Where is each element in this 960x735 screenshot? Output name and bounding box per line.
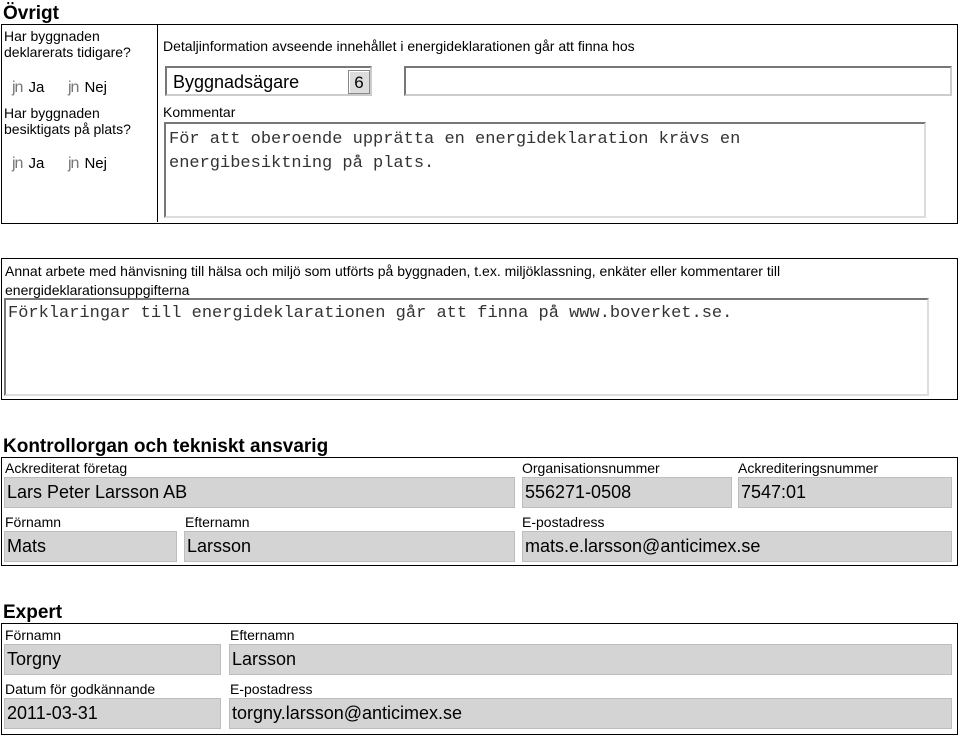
radio-icon: jn <box>68 79 79 96</box>
expert-heading: Expert <box>3 602 63 623</box>
q1-yes-radio[interactable]: jn Ja <box>12 79 45 96</box>
radio-icon: jn <box>68 155 79 172</box>
detail-select[interactable] <box>165 66 372 96</box>
detail-select-value: Byggnadsägare <box>173 72 300 92</box>
ackr-field[interactable]: 7547:01 <box>737 476 953 509</box>
divider <box>157 24 158 222</box>
expert-fornamn-label: Förnamn <box>5 627 62 643</box>
expert-email-field[interactable]: torgny.larsson@anticimex.se <box>228 697 953 730</box>
expert-fornamn-field[interactable]: Torgny <box>3 643 222 676</box>
q1-no-radio[interactable]: jn Nej <box>68 79 107 96</box>
comment-label: Kommentar <box>163 104 236 120</box>
efternamn-field[interactable]: Larsson <box>183 530 516 563</box>
company-field[interactable]: Lars Peter Larsson AB <box>3 476 516 509</box>
annat-label: Annat arbete med hänvisning till hälsa och miljö som utförts på byggnaden, t.ex. miljöklassning, enkäter eller kommentarer till energideklarationsuppgifterna <box>5 263 781 298</box>
dropdown-button[interactable]: 6 <box>348 70 370 94</box>
fornamn-label: Förnamn <box>5 514 62 530</box>
company-label: Ackrediterat företag <box>5 460 128 476</box>
ackr-label: Ackrediteringsnummer <box>738 460 879 476</box>
q2-label: Har byggnaden besiktigats på plats? <box>4 105 131 137</box>
datum-label: Datum för godkännande <box>5 681 156 697</box>
email-label: E-postadress <box>522 514 605 530</box>
q2-no-radio[interactable]: jn Nej <box>68 155 107 172</box>
expert-efternamn-label: Efternamn <box>230 627 295 643</box>
email-field[interactable]: mats.e.larsson@anticimex.se <box>521 530 953 563</box>
comment-textarea[interactable]: För att oberoende upprätta en energideklaration krävs en energibesiktning på plats. <box>164 122 926 218</box>
radio-icon: jn <box>12 155 23 172</box>
datum-field[interactable]: 2011-03-31 <box>3 697 222 730</box>
orgnr-field[interactable]: 556271-0508 <box>521 476 733 509</box>
orgnr-label: Organisationsnummer <box>522 460 660 476</box>
ovrigt-heading: Övrigt <box>3 3 59 24</box>
detail-label: Detaljinformation avseende innehållet i energideklarationen går att finna hos <box>163 38 635 54</box>
expert-email-label: E-postadress <box>230 681 313 697</box>
annat-textarea[interactable]: Förklaringar till energideklarationen går att finna på www.boverket.se. <box>4 298 929 396</box>
fornamn-field[interactable]: Mats <box>3 530 178 563</box>
q2-yes-radio[interactable]: jn Ja <box>12 155 45 172</box>
q1-label: Har byggnaden deklarerats tidigare? <box>4 28 131 60</box>
expert-efternamn-field[interactable]: Larsson <box>228 643 953 676</box>
radio-icon: jn <box>12 79 23 96</box>
detail-text-field[interactable] <box>404 66 952 96</box>
efternamn-label: Efternamn <box>185 514 250 530</box>
kontroll-heading: Kontrollorgan och tekniskt ansvarig <box>3 436 329 457</box>
